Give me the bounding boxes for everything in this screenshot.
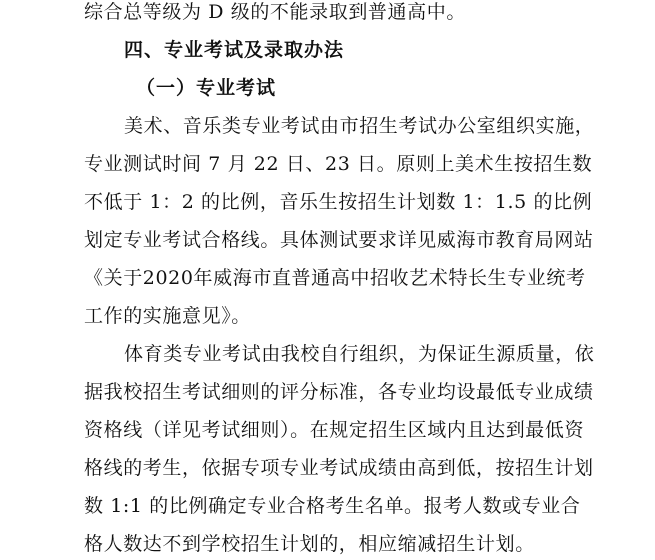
paragraph-1-line-1: 美术、音乐类专业考试由市招生考试办公室组织实施， <box>124 115 595 137</box>
paragraph-1-line-6: 工作的实施意见》。 <box>84 305 251 327</box>
paragraph-2-line-6: 格人数达不到学校招生计划的，相应缩减招生计划。 <box>84 533 535 555</box>
paragraph-2-line-4: 格线的考生，依据专项专业考试成绩由高到低，按招生计划 <box>84 457 594 479</box>
paragraph-2-line-3: 资格线（详见考试细则）。在规定招生区域内且达到最低资 <box>84 419 585 441</box>
paragraph-2-line-5: 数 1:1 的比例确定专业合格考生名单。报考人数或专业合 <box>84 495 581 517</box>
paragraph-1-line-4: 划定专业考试合格线。具体测试要求详见威海市教育局网站 <box>84 229 594 251</box>
paragraph-2-line-1: 体育类专业考试由我校自行组织，为保证生源质量，依 <box>124 343 595 365</box>
paragraph-1-line-3: 不低于 1：2 的比例，音乐生按招生计划数 1：1.5 的比例 <box>84 191 593 213</box>
paragraph-2-line-2: 据我校招生考试细则的评分标准，各专业均设最低专业成绩 <box>84 381 594 403</box>
paragraph-1-line-5: 《关于2020年威海市直普通高中招收艺术特长生专业统考 <box>84 267 586 289</box>
text-line-1: 综合总等级为 D 级的不能录取到普通高中。 <box>84 1 466 23</box>
section-heading-4: 四、专业考试及录取办法 <box>124 39 345 61</box>
paragraph-1-line-2: 专业测试时间 7 月 22 日、23 日。原则上美术生按招生数 <box>84 153 593 175</box>
subsection-heading-1: （一）专业考试 <box>136 77 277 99</box>
